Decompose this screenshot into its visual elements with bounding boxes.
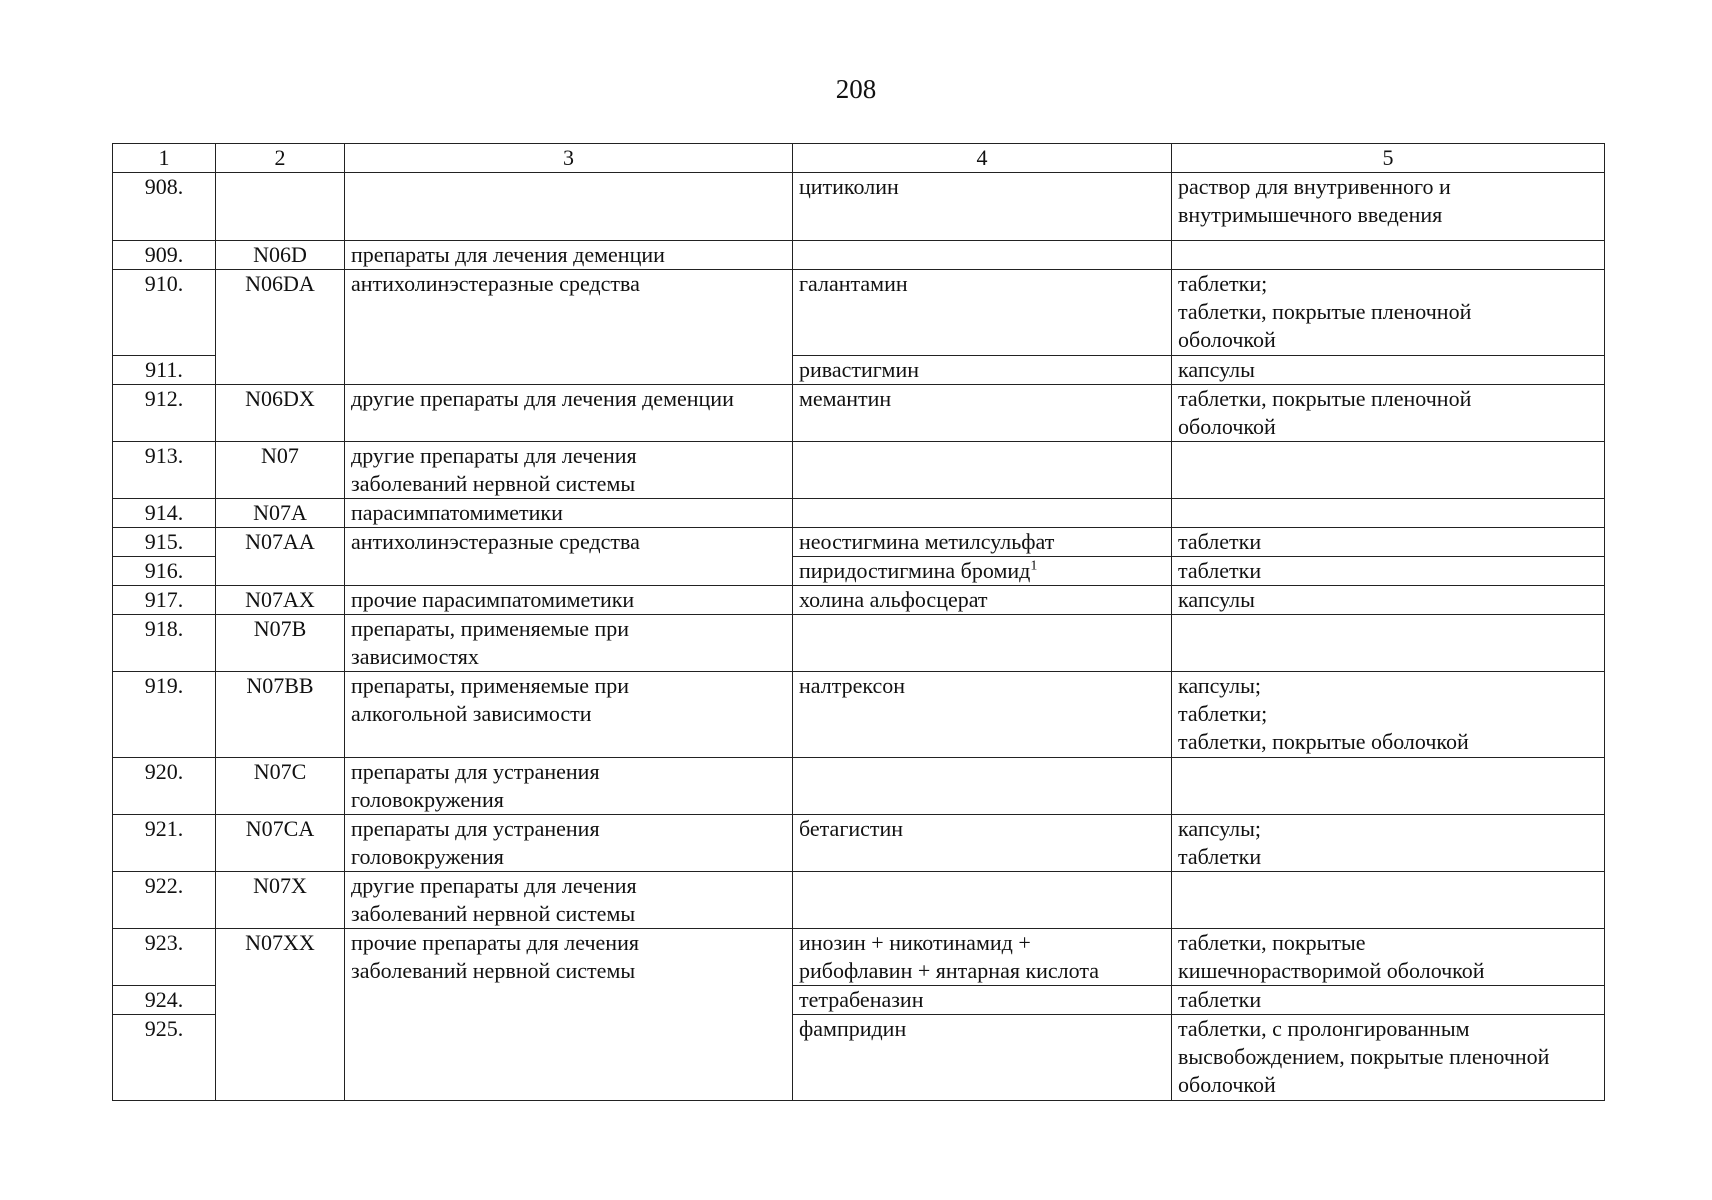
atc-code: N07AA [216,528,345,586]
atc-code: N07A [216,499,345,528]
dosage-form: капсулы; таблетки [1172,815,1605,872]
row-number: 925. [113,1015,216,1101]
dosage-form [1172,241,1605,270]
drug-name [793,872,1172,929]
drug-name-cell [793,557,1172,586]
drug-name [793,499,1172,528]
row-number: 913. [113,442,216,499]
atc-group-name: другие препараты для лечения заболеваний нервной системы [345,872,793,929]
dosage-form: таблетки [1172,528,1605,557]
drug-name: ривастигмин [793,356,1172,385]
drug-list-table [112,143,1605,1101]
column-header: 4 [793,144,1172,173]
table-row [113,499,1605,528]
drug-name: инозин + никотинамид + рибофлавин + янтарная кислота [793,929,1172,986]
table-header-row [113,144,1605,173]
atc-group-name: препараты для лечения деменции [345,241,793,270]
column-header: 1 [113,144,216,173]
atc-group-name: препараты, применяемые при алкогольной зависимости [345,672,793,758]
atc-group-name: препараты для устранения головокружения [345,758,793,815]
dosage-form: таблетки, покрытые кишечнорастворимой оболочкой [1172,929,1605,986]
atc-group-name: препараты, применяемые при зависимостях [345,615,793,672]
row-number: 916. [113,557,216,586]
drug-name: фампридин [793,1015,1172,1101]
drug-name [793,758,1172,815]
dosage-form [1172,499,1605,528]
row-number: 921. [113,815,216,872]
drug-name: неостигмина метилсульфат [793,528,1172,557]
atc-group-name: препараты для устранения головокружения [345,815,793,872]
drug-name: бетагистин [793,815,1172,872]
atc-code: N07C [216,758,345,815]
row-number: 919. [113,672,216,758]
atc-group-name: парасимпатомиметики [345,499,793,528]
table-row [113,929,1605,986]
dosage-form [1172,615,1605,672]
drug-name: цитиколин [793,173,1172,241]
row-number: 909. [113,241,216,270]
dosage-form [1172,872,1605,929]
atc-code: N07BB [216,672,345,758]
drug-name: тетрабеназин [793,986,1172,1015]
drug-name [793,442,1172,499]
atc-code: N07CA [216,815,345,872]
dosage-form: таблетки; таблетки, покрытые пленочной оболочкой [1172,270,1605,356]
atc-code: N07 [216,442,345,499]
row-number: 917. [113,586,216,615]
column-header: 3 [345,144,793,173]
row-number: 924. [113,986,216,1015]
drug-name: мемантин [793,385,1172,442]
atc-group-name: прочие препараты для лечения заболеваний нервной системы [345,929,793,1101]
table-row [113,241,1605,270]
row-number: 915. [113,528,216,557]
atc-code: N06DX [216,385,345,442]
atc-code [216,173,345,241]
table-row [113,758,1605,815]
drug-name: налтрексон [793,672,1172,758]
row-number: 910. [113,270,216,356]
drug-name: пиридостигмина бромид [799,558,1031,583]
atc-group-name [345,173,793,241]
atc-group-name: антихолинэстеразные средства [345,270,793,385]
dosage-form: капсулы; таблетки; таблетки, покрытые оболочкой [1172,672,1605,758]
table-row [113,270,1605,356]
atc-group-name: другие препараты для лечения заболеваний нервной системы [345,442,793,499]
row-number: 908. [113,173,216,241]
table-row [113,528,1605,557]
row-number: 918. [113,615,216,672]
atc-code: N07B [216,615,345,672]
table-row [113,615,1605,672]
table-row [113,872,1605,929]
atc-code: N06D [216,241,345,270]
atc-group-name: прочие парасимпатомиметики [345,586,793,615]
drug-name: холина альфосцерат [793,586,1172,615]
column-header: 2 [216,144,345,173]
table-row [113,586,1605,615]
table-row [113,672,1605,758]
table-row [113,385,1605,442]
dosage-form: таблетки, с пролонгированным высвобождением, покрытые пленочной оболочкой [1172,1015,1605,1101]
dosage-form: таблетки [1172,986,1605,1015]
drug-name [793,615,1172,672]
dosage-form [1172,442,1605,499]
table-row [113,442,1605,499]
page-number: 208 [835,74,877,104]
atc-group-name: антихолинэстеразные средства [345,528,793,586]
row-number: 922. [113,872,216,929]
atc-group-name: другие препараты для лечения деменции [345,385,793,442]
dosage-form [1172,758,1605,815]
column-header: 5 [1172,144,1605,173]
atc-code: N07XX [216,929,345,1101]
table-row [113,815,1605,872]
row-number: 911. [113,356,216,385]
dosage-form: таблетки, покрытые пленочной оболочкой [1172,385,1605,442]
footnote-marker: 1 [1030,558,1038,574]
drug-name: галантамин [793,270,1172,356]
row-number: 914. [113,499,216,528]
row-number: 912. [113,385,216,442]
dosage-form: раствор для внутривенного и внутримышечного введения [1172,173,1605,241]
table-row [113,173,1605,241]
dosage-form: таблетки [1172,557,1605,586]
dosage-form: капсулы [1172,356,1605,385]
row-number: 920. [113,758,216,815]
atc-code: N07X [216,872,345,929]
row-number: 923. [113,929,216,986]
atc-code: N07AX [216,586,345,615]
atc-code: N06DA [216,270,345,385]
dosage-form: капсулы [1172,586,1605,615]
drug-name [793,241,1172,270]
